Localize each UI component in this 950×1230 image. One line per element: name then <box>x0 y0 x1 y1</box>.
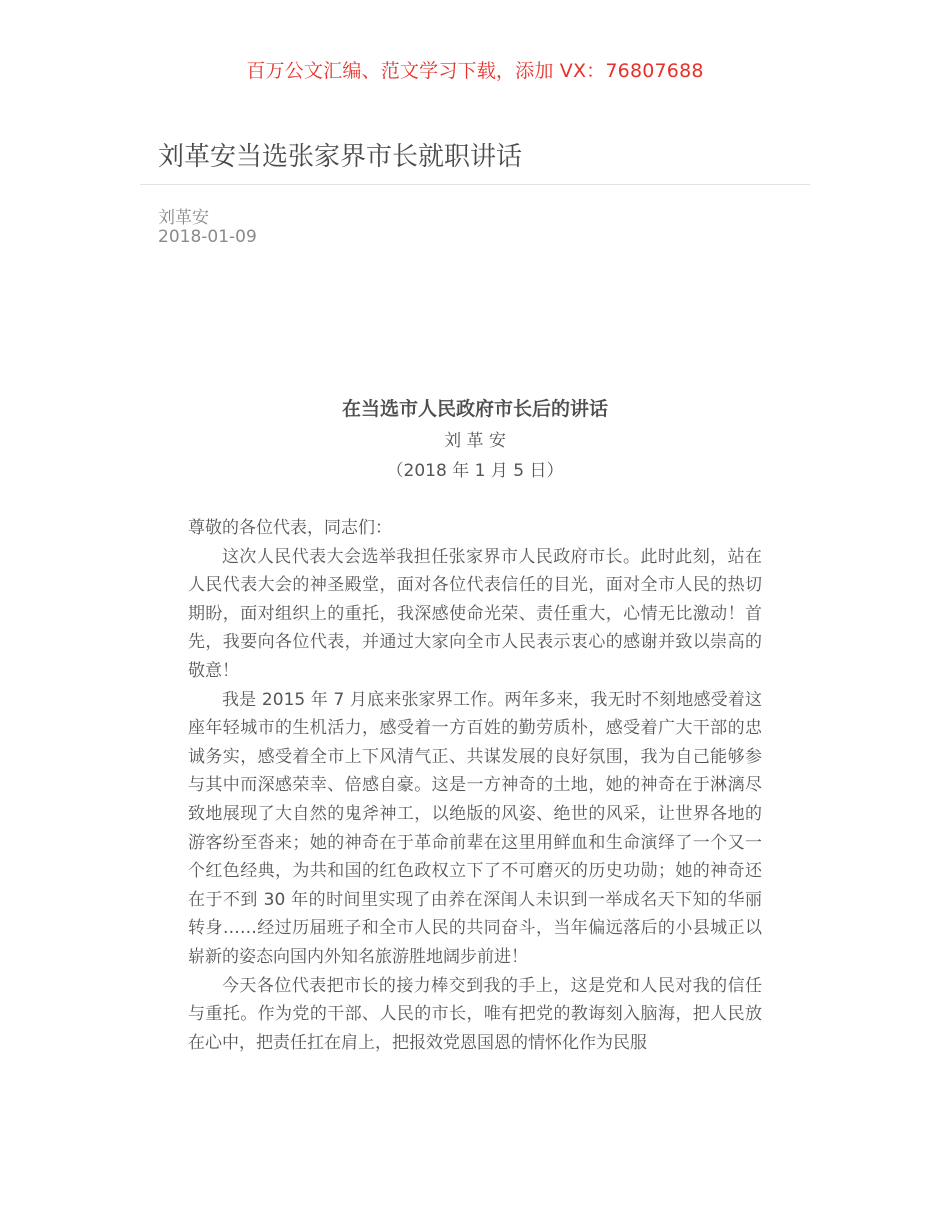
paragraph: 我是 2015 年 7 月底来张家界工作。两年多来，我无时不刻地感受着这座年轻城市的生机活力，感受着一方百姓的勤劳质朴，感受着广大干部的忠诚务实，感受着全市上下风清气正、共谋发展的良好氛围，我为自己能够参与其中而深感荣幸、倍感自豪。这是一方神奇的土地，她的神奇在于淋漓尽致地展现了大自然的鬼斧神工，以绝版的风姿、绝世的风采，让世界各地的游客纷至沓来；她的神奇在于革命前辈在这里用鲜血和生命演绎了一个又一个红色经典，为共和国的红色政权立下了不可磨灭的历史功勋；她的神奇还在于不到 30 年的时间里实现了由养在深闺人未识到一举成名天下知的华丽转身……经过历届班子和全市人民的共同奋斗，当年偏远落后的小县城正以崭新的姿态向国内外知名旅游胜地阔步前进！ <box>188 689 762 967</box>
salutation: 尊敬的各位代表，同志们： <box>188 518 392 538</box>
promo-banner: 百万公文汇编、范文学习下载，添加 VX：76807688 <box>246 60 704 82</box>
article-author: 刘革安 <box>158 208 209 228</box>
paragraph: 今天各位代表把市长的接力棒交到我的手上，这是党和人民对我的信任与重托。作为党的干部、人民的市长，唯有把党的教诲刻入脑海，把人民放在心中，把责任扛在肩上，把报效党恩国恩的情怀化作为民服 <box>188 975 762 1053</box>
page-title: 刘革安当选张家界市长就职讲话 <box>158 142 523 172</box>
speech-heading: 在当选市人民政府市长后的讲话 <box>341 398 608 420</box>
speech-date: （2018 年 1 月 5 日） <box>386 461 564 481</box>
speech-body <box>188 514 762 1057</box>
paragraph: 这次人民代表大会选举我担任张家界市人民政府市长。此时此刻，站在人民代表大会的神圣殿堂，面对各位代表信任的目光，面对全市人民的热切期盼，面对组织上的重托，我深感使命光荣、责任重大，心情无比激动！首先，我要向各位代表，并通过大家向全市人民表示衷心的感谢并致以崇高的敬意！ <box>188 546 762 681</box>
title-divider <box>140 184 810 185</box>
speech-author: 刘 革 安 <box>444 431 506 451</box>
article-date: 2018-01-09 <box>158 227 257 247</box>
